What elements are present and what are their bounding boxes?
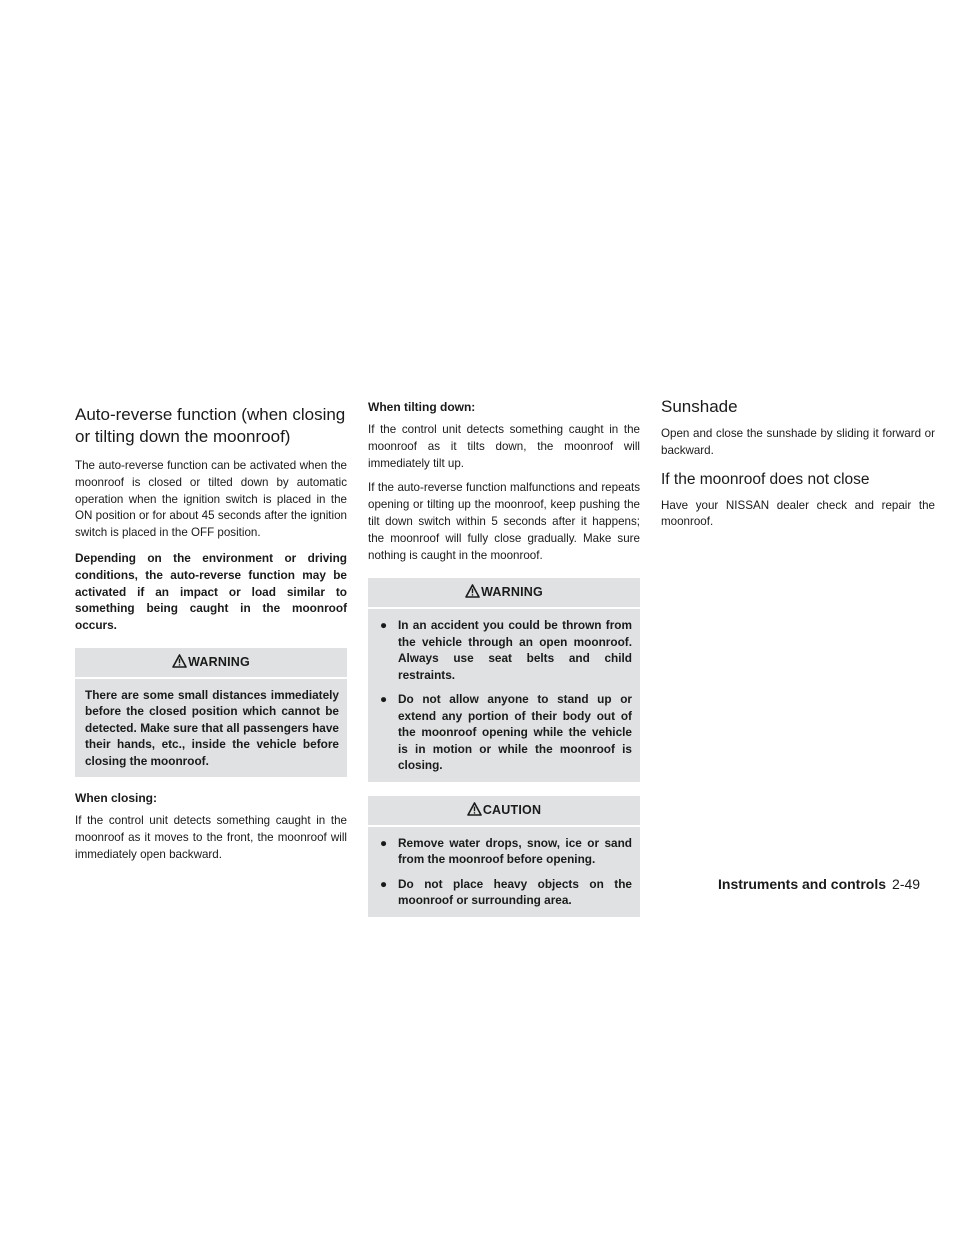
auto-reverse-environment-note: Depending on the environment or driving conditions, the auto-reverse function may be activated if an impact or load similar to something being caught in the moonroof occurs. xyxy=(75,550,347,633)
malfunction-text: If the auto-reverse function malfunctions and repeats opening or tilting up the moonroof, keep pushing the tilt down switch within 5 seconds after it happens; the moonroof will fully close gradually. Make sure nothing is caught in the moonroof. xyxy=(368,481,640,562)
bullet-icon: ● xyxy=(380,876,388,891)
when-tilting-label: When tilting down: xyxy=(368,400,476,414)
warning-box-closed-position xyxy=(75,648,347,778)
column-2 xyxy=(368,400,640,931)
warning-title: WARNING xyxy=(188,654,250,669)
warning-item-text: Do not allow anyone to stand up or extend any portion of their body out of the moonroof opening while the vehicle is in motion or while the moonroof is closing. xyxy=(398,692,632,773)
when-closing-text: If the control unit detects something caught in the moonroof as it moves to the front, the moonroof will immediately open backward. xyxy=(75,814,347,862)
warning-item-text: In an accident you could be thrown from the vehicle through an open moonroof. Always use seat belts and child restraints. xyxy=(398,618,632,682)
caution-item-text: Remove water drops, snow, ice or sand from the moonroof before opening. xyxy=(398,835,632,867)
warning-item xyxy=(378,617,632,683)
warning-triangle-icon xyxy=(172,654,187,671)
warning-box-accident xyxy=(368,578,640,782)
warning-text: There are some small distances immediately before the closed position which cannot be detected. Make sure that all passengers have their hands, etc., inside the vehicle before closing the moonroof. xyxy=(85,687,339,768)
caution-header xyxy=(368,796,640,827)
bullet-icon: ● xyxy=(380,835,388,850)
sunshade-text: Open and close the sunshade by sliding it forward or backward. xyxy=(661,427,935,457)
footer-section-title: Instruments and controls xyxy=(718,876,887,892)
not-close-text: Have your NISSAN dealer check and repair the moonroof. xyxy=(661,498,935,529)
warning-triangle-icon xyxy=(465,584,480,601)
caution-title: CAUTION xyxy=(482,802,542,817)
caution-box xyxy=(368,796,640,917)
column-1 xyxy=(75,404,347,872)
column-3 xyxy=(661,396,935,539)
bullet-icon: ● xyxy=(380,618,388,633)
when-closing-label: When closing: xyxy=(75,791,157,806)
not-close-heading: If the moonroof does not close xyxy=(661,470,870,488)
caution-item xyxy=(378,876,632,909)
caution-item xyxy=(378,835,632,868)
bullet-icon: ● xyxy=(380,692,388,707)
warning-item xyxy=(378,691,632,774)
caution-item-text: Do not place heavy objects on the moonroof or surrounding area. xyxy=(398,876,632,908)
auto-reverse-intro: The auto-reverse function can be activated when the moonroof is closed or tilted down by automatic operation when the ignition switch is placed in the ON position or for about 45 seconds after the ignition switch is placed in the OFF position. xyxy=(75,459,347,540)
warning-title: WARNING xyxy=(481,585,543,600)
page-footer xyxy=(718,876,938,892)
auto-reverse-heading: Auto-reverse function (when closing or tilting down the moonroof) xyxy=(75,405,346,446)
warning-header xyxy=(368,578,640,609)
sunshade-heading: Sunshade xyxy=(661,397,738,416)
caution-triangle-icon xyxy=(467,802,482,819)
when-tilting-text: If the control unit detects something caught in the moonroof as it tilts down, the moonroof will immediately tilt up. xyxy=(368,423,640,470)
page-number: 2-49 xyxy=(892,876,921,892)
warning-header xyxy=(75,648,347,679)
